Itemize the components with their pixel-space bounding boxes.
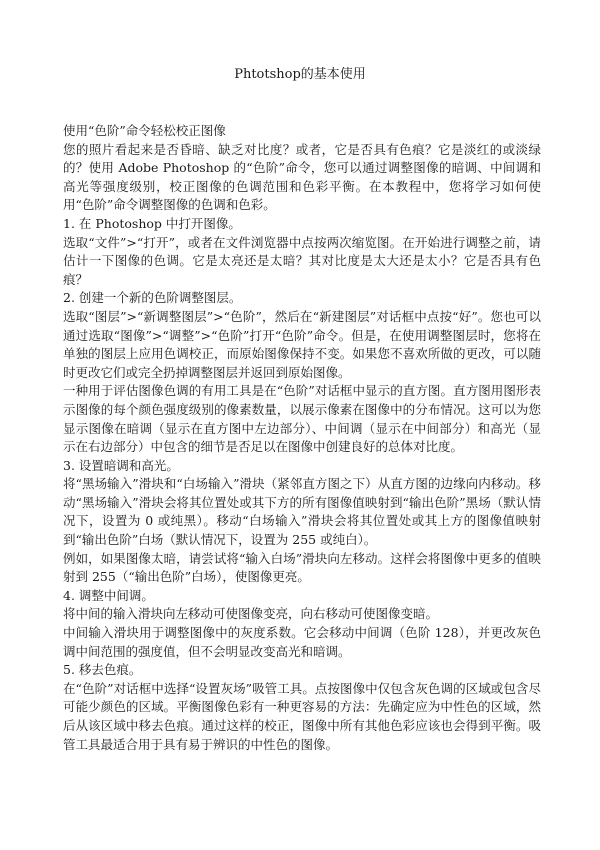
step-paragraph-1: 选取“文件”>“打开”，或者在文件浏览器中点按两次缩览图。在开始进行调整之前，请估计一下图像的色调。它是太亮还是太暗？其对比度是太大还是太小？它是否具有色痕？ xyxy=(63,234,541,287)
example-paragraph: 例如，如果图像太暗，请尝试将“输入白场”滑块向左移动。这样会将图像中更多的值映射到 255（“输出色阶”白场），使图像更亮。 xyxy=(63,550,541,585)
document-body xyxy=(63,122,541,754)
step-paragraph-3: 将“黑场输入”滑块和“白场输入”滑块（紧邻直方图之下）从直方图的边缘向内移动。移动“黑场输入”滑块会将其位置处或其下方的所有图像值映射到“输出色阶”黑场（默认情况下，设置为 0 或纯黑）。移动“白场输入”滑块会将其位置处或其上方的图像值映射到“输出色阶”白场（默认情况下，设置为 255 或纯白）。 xyxy=(63,476,541,548)
step-paragraph-2: 选取“图层”>“新调整图层”>“色阶”，然后在“新建图层”对话框中点按“好”。您也可以通过选取“图像”>“调整”>“色阶”打开“色阶”命令。但是，在使用调整图层时，您将在单独的图层上应用色调校正，而原始图像保持不变。如果您不喜欢所做的更改，可以随时更改它们或完全扔掉调整图层并返回到原始图像。 xyxy=(63,308,541,380)
histogram-paragraph: 一种用于评估图像色调的有用工具是在“色阶”对话框中显示的直方图。直方图用图形表示图像的每个颜色强度级别的像素数量，以展示像素在图像中的分布情况。这可以为您显示图像在暗调（显示在直方图中左边部分）、中间调（显示在中间部分）和高光（显示在右边部分）中包含的细节是否足以在图像中创建良好的总体对比度。 xyxy=(63,383,541,455)
section-heading: 使用“色阶”命令轻松校正图像 xyxy=(63,123,226,138)
step-heading-2: 2. 创建一个新的色阶调整图层。 xyxy=(63,290,242,306)
document-title: Phtotshop的基本使用 xyxy=(234,67,366,82)
step-paragraph-5: 在“色阶”对话框中选择“设置灰场”吸管工具。点按图像中仅包含灰色调的区域或包含尽可能少颜色的区域。平衡图像色彩有一种更容易的方法：先确定应为中性色的区域，然后从该区域中移去色痕。通过这样的校正，图像中所有其他色彩应该也会得到平衡。吸管工具最适合用于具有易于辨识的中性色的图像。 xyxy=(63,680,541,752)
step-heading-5: 5. 移去色痕。 xyxy=(63,662,142,678)
step-paragraph-4a: 将中间的输入滑块向左移动可使图像变亮，向右移动可使图像变暗。 xyxy=(63,606,439,622)
step-heading-4: 4. 调整中间调。 xyxy=(63,587,154,603)
step-heading-1: 1. 在 Photoshop 中打开图像。 xyxy=(63,215,241,231)
step-heading-3: 3. 设置暗调和高光。 xyxy=(63,457,179,473)
intro-paragraph: 您的照片看起来是否昏暗、缺乏对比度？或者，它是否具有色痕？它是淡红的或淡绿的？使用 Adobe Photoshop 的“色阶”命令，您可以通过调整图像的暗调、中间调和高光等强度级别，校正图像的色调范围和色彩平衡。在本教程中，您将学习如何使用“色阶”命令调整图像的色调和色彩。 xyxy=(63,141,541,213)
step-paragraph-4b: 中间输入滑块用于调整图像中的灰度系数。它会移动中间调（色阶 128），并更改灰色调中间范围的强度值，但不会明显改变高光和暗调。 xyxy=(63,625,541,659)
